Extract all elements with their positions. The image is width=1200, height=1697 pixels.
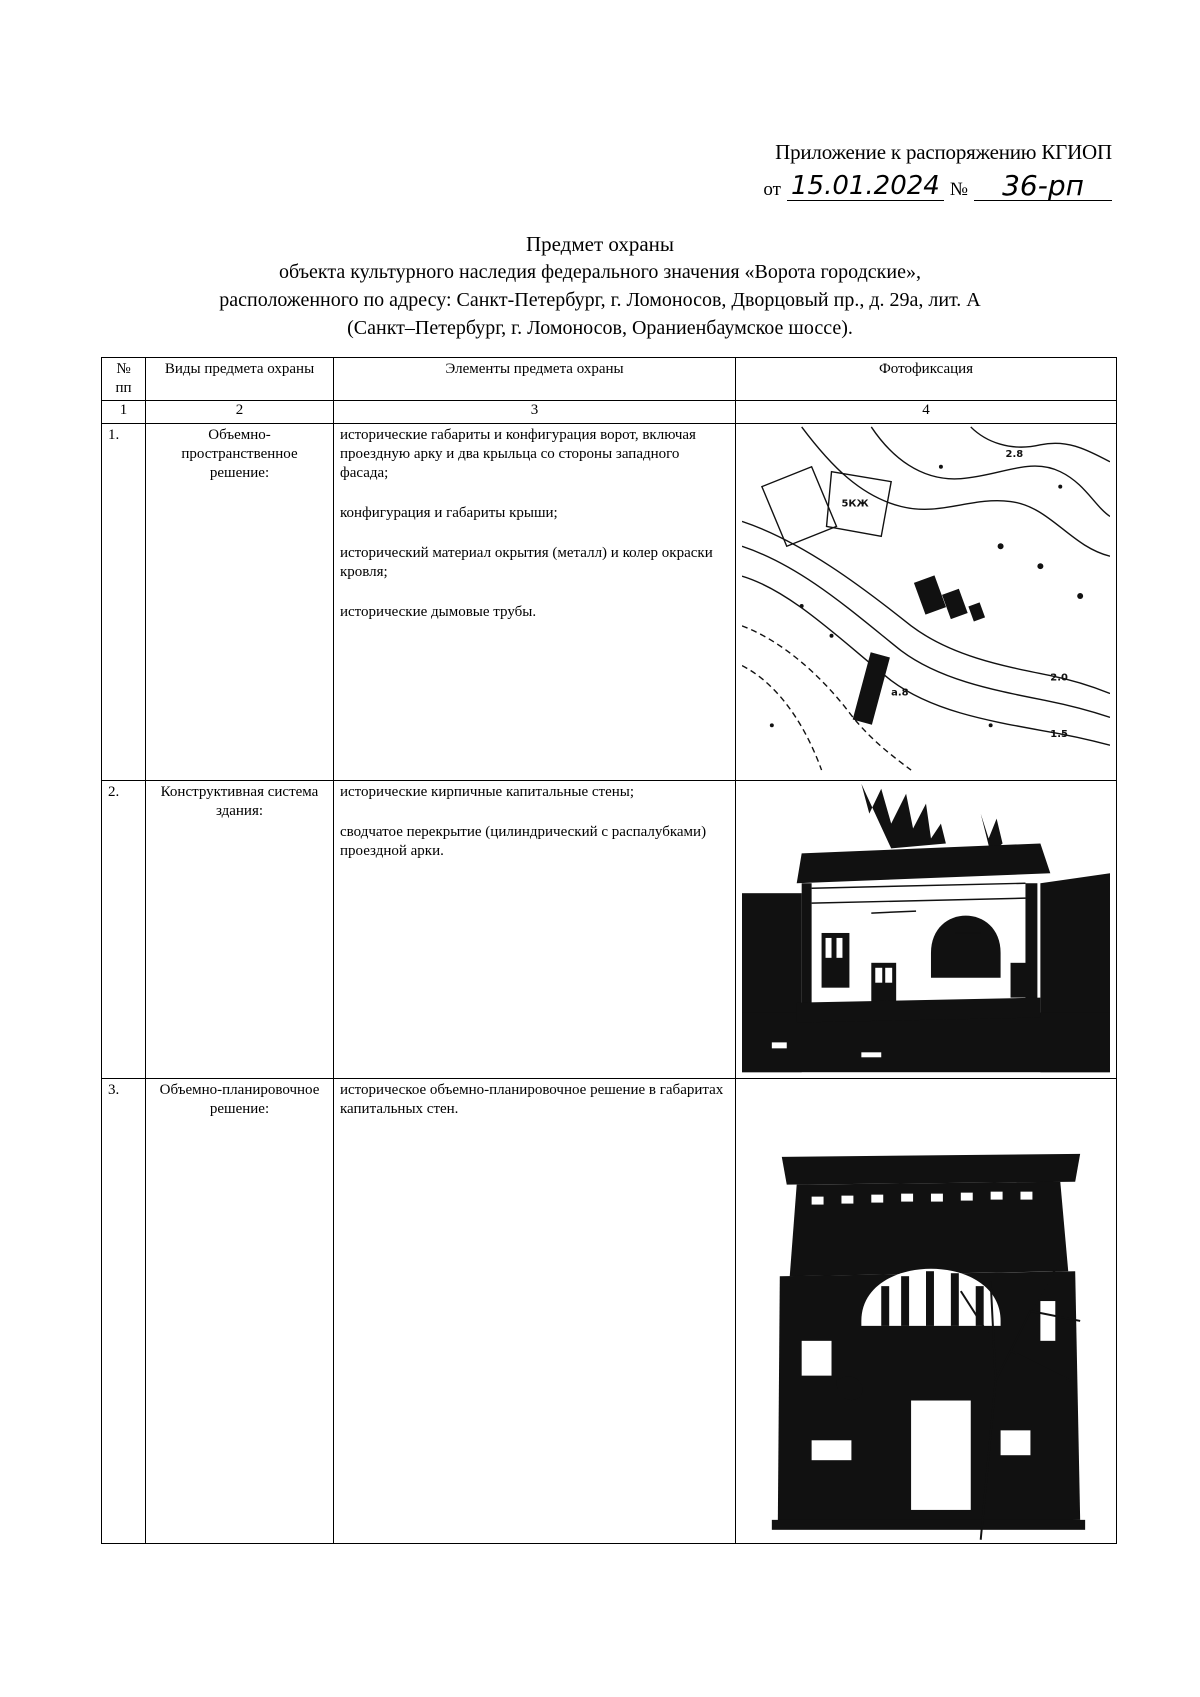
col-number-2: 2	[146, 401, 334, 424]
column-number-row	[102, 401, 1117, 424]
element-item: исторический материал окрытия (металл) и колер окраски кровля;	[340, 545, 713, 580]
element-item: сводчатое перекрытие (цилиндрический с распалубками) проездной арки.	[340, 824, 707, 859]
col-number-4: 4	[736, 401, 1117, 424]
table-row	[102, 424, 1117, 781]
col-header-photo: Фотофиксация	[736, 358, 1117, 401]
photo-cell	[736, 1079, 1117, 1544]
col-number-3: 3	[334, 401, 736, 424]
map-label: 2.0	[1050, 672, 1068, 684]
map-label: 1.5	[1050, 729, 1068, 741]
row-elements	[334, 781, 736, 1079]
element-item: исторические габариты и конфигурация ворот, включая проездную арку и два крыльца со стороны западного фасада;	[340, 427, 696, 481]
map-label: а.8	[891, 687, 909, 699]
title-line-1: Предмет охраны	[525, 232, 675, 256]
photo-cell	[736, 424, 1117, 781]
date-prefix: от	[763, 179, 781, 201]
element-item: исторические кирпичные капитальные стены;	[340, 784, 635, 800]
appendix-header	[692, 140, 1112, 201]
col-header-number: № пп	[102, 358, 146, 401]
row-kind: Конструктивная система здания:	[146, 781, 334, 1079]
table-row	[102, 1079, 1117, 1544]
row-number: 1.	[102, 424, 146, 781]
element-item: исторические дымовые трубы.	[340, 604, 537, 620]
photo-cell	[736, 781, 1117, 1079]
row-kind: Объемно-пространственное решение:	[146, 424, 334, 781]
row-elements	[334, 1079, 736, 1544]
map-label: 5КЖ	[841, 498, 869, 510]
table-header-row	[102, 358, 1117, 401]
handwritten-number: 36-рп	[974, 171, 1112, 201]
appendix-title: Приложение к распоряжению КГИОП	[775, 140, 1112, 164]
number-prefix: №	[949, 179, 968, 201]
element-item: историческое объемно-планировочное решение в габаритах капитальных стен.	[340, 1082, 724, 1117]
table-row	[102, 781, 1117, 1079]
title-line-3: расположенного по адресу: Санкт-Петербург, г. Ломоносов, Дворцовый пр., д. 29а, лит. А	[219, 289, 981, 311]
row-kind: Объемно-планировочное решение:	[146, 1079, 334, 1544]
col-header-kind: Виды предмета охраны	[146, 358, 334, 401]
protection-subject-table	[101, 357, 1117, 1544]
document-title	[150, 230, 1050, 342]
row-number: 2.	[102, 781, 146, 1079]
title-line-2: объекта культурного наследия федерального значения «Ворота городские»,	[279, 261, 921, 283]
row-number: 3.	[102, 1079, 146, 1544]
gate-arch-photo	[742, 1081, 1110, 1541]
row-elements	[334, 424, 736, 781]
title-line-4: (Санкт–Петербург, г. Ломоносов, Ораниенбаумское шоссе).	[347, 317, 853, 339]
gate-facade-photo	[742, 783, 1110, 1073]
element-item: конфигурация и габариты крыши;	[340, 505, 558, 521]
appendix-date-number	[692, 171, 1112, 201]
col-header-elements: Элементы предмета охраны	[334, 358, 736, 401]
map-label: 2.8	[1005, 448, 1024, 460]
handwritten-date: 15.01.2024	[787, 173, 944, 201]
col-number-1: 1	[102, 401, 146, 424]
site-plan-map	[742, 426, 1110, 771]
